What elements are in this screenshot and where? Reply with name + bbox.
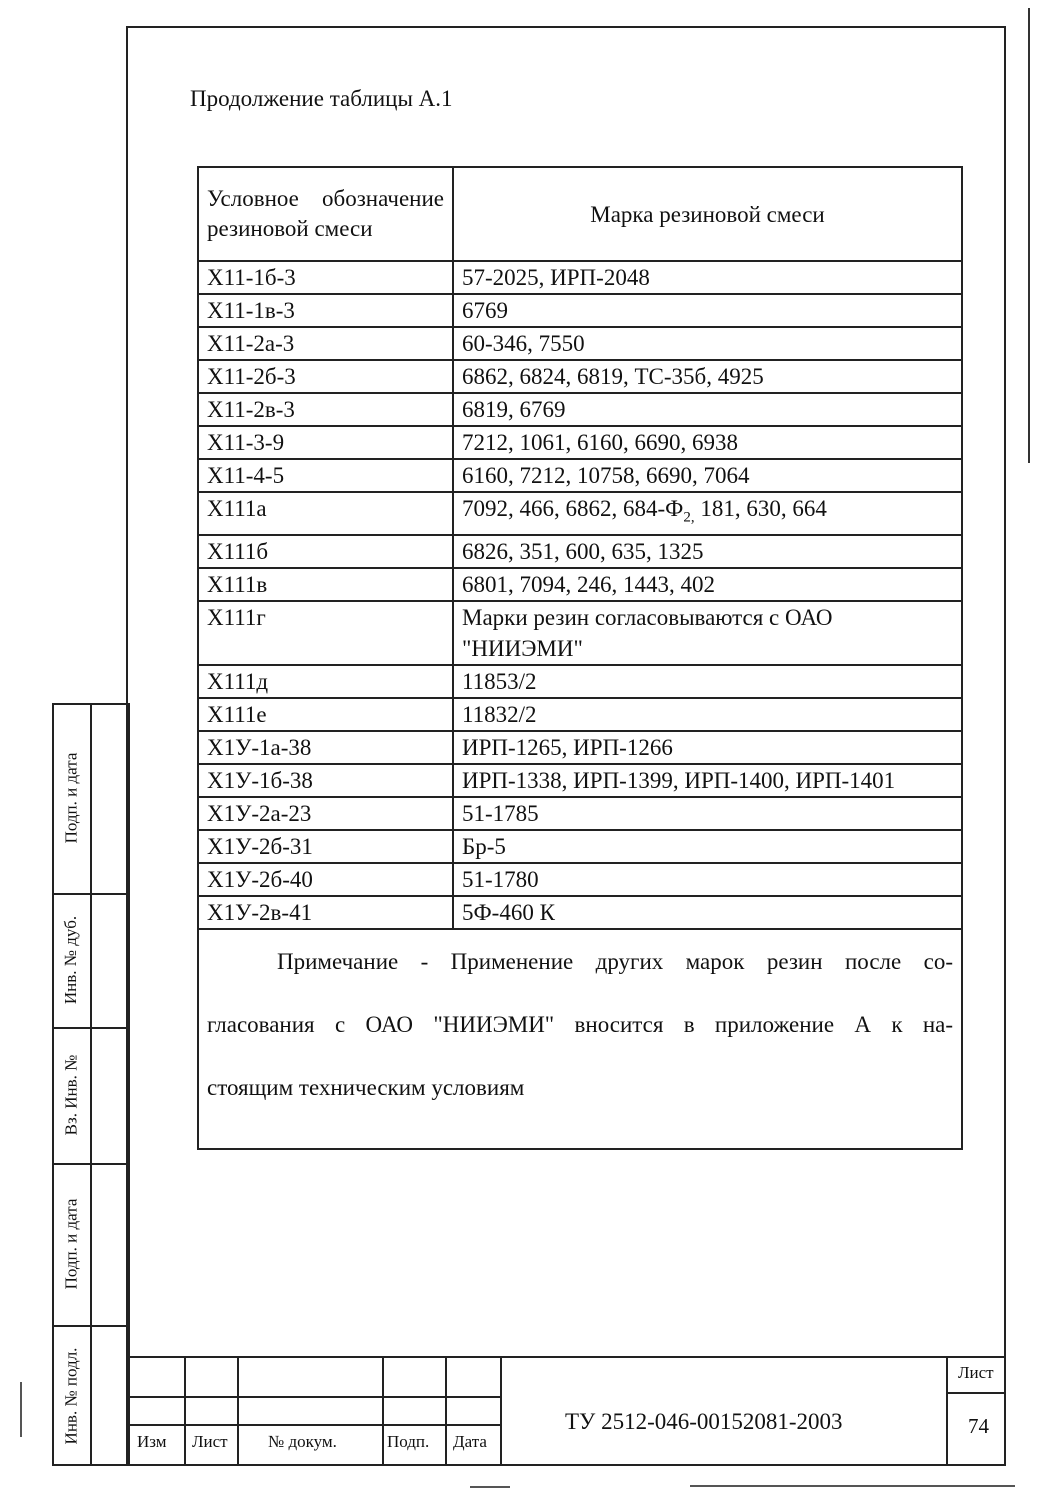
table-row [198,601,962,665]
mix-marks-cell: 51-1785 [453,797,962,830]
mix-code-cell: Х111е [198,698,453,731]
table-row [198,698,962,731]
sheet-number: 74 [968,1414,989,1438]
mix-code-cell: Х111а [198,492,453,535]
table-row [198,665,962,698]
table-row [198,830,962,863]
tb-izm: Изм [137,1432,167,1451]
marks-subscript: 2, [683,509,695,526]
note-cell [198,929,962,1149]
mix-marks-cell: 6826, 351, 600, 635, 1325 [453,535,962,568]
mix-marks-cell [453,492,962,535]
mix-marks-cell: 7212, 1061, 6160, 6690, 6938 [453,426,962,459]
mix-code-cell: Х111б [198,535,453,568]
table-row [198,327,962,360]
mix-marks-cell: 11853/2 [453,665,962,698]
strip-label-original-inv: Инв. № подл. [61,1347,80,1444]
mix-code-cell: Х1У-2б-40 [198,863,453,896]
note-line-2: гласования с ОАО "НИИЭМИ" вносится в приложение А к на- [207,1011,953,1037]
tb-podp: Подп. [387,1432,430,1451]
mix-code-cell: Х1У-2а-23 [198,797,453,830]
note-line-1: Примечание - Применение других марок резин после со- [277,948,953,974]
table-row [198,896,962,929]
table-row [198,393,962,426]
scan-bottom-line [690,1485,1015,1487]
table-caption: Продолжение таблицы А.1 [190,86,453,111]
mix-code-cell: Х111г [198,601,453,665]
mix-code-cell: Х11-2а-3 [198,327,453,360]
table-row [198,764,962,797]
mix-marks-cell: 6819, 6769 [453,393,962,426]
mix-code-cell: Х11-1б-3 [198,261,453,294]
mix-code-cell: Х1У-1а-38 [198,731,453,764]
scan-bottom-line-short [470,1486,510,1488]
mix-marks-cell: 6801, 7094, 246, 1443, 402 [453,568,962,601]
tb-list: Лист [192,1432,228,1451]
mix-marks-cell: ИРП-1338, ИРП-1399, ИРП-1400, ИРП-1401 [453,764,962,797]
tb-data: Дата [453,1432,487,1451]
mix-code-cell: Х11-3-9 [198,426,453,459]
marks-text: 7092, 466, 6862, 684-Ф [462,496,684,521]
mix-marks-cell: 11832/2 [453,698,962,731]
table-row [198,261,962,294]
mix-code-cell: Х11-1в-3 [198,294,453,327]
mix-marks-cell: 6160, 7212, 10758, 6690, 7064 [453,459,962,492]
table-row [198,294,962,327]
table-row [198,459,962,492]
mix-code-cell: Х11-4-5 [198,459,453,492]
scan-edge-line [1028,8,1030,463]
table-row [198,535,962,568]
table-row [198,797,962,830]
mix-code-cell: Х1У-2в-41 [198,896,453,929]
marks-text: 181, 630, 664 [694,496,827,521]
mix-marks-cell: ИРП-1265, ИРП-1266 [453,731,962,764]
mix-marks-cell: 51-1780 [453,863,962,896]
table-body [198,261,962,929]
scan-mark [20,1382,22,1437]
mix-code-cell: Х111д [198,665,453,698]
note-line-3: стоящим техническим условиям [207,1074,525,1100]
rubber-mix-table [197,166,963,1150]
sheet-label: Лист [958,1363,994,1382]
binding-strip-divider [90,703,92,1466]
strip-label-sign-date-2: Подп. и дата [61,1198,81,1290]
mix-marks-cell: Марки резин согласовываются с ОАО "НИИЭМИ" [453,601,962,665]
mix-marks-cell: 6769 [453,294,962,327]
mix-code-cell: Х11-2б-3 [198,360,453,393]
table-row [198,731,962,764]
header-marks: Марка резиновой смеси [453,167,962,261]
mix-code-cell: Х11-2в-3 [198,393,453,426]
mix-marks-cell: 57-2025, ИРП-2048 [453,261,962,294]
document-code: ТУ 2512-046-00152081-2003 [565,1409,843,1434]
header-code: Условное обозначение резиновой смеси [198,167,453,261]
mix-marks-cell: 5Ф-460 К [453,896,962,929]
strip-label-replace-inv: Вз. Инв. № [61,1054,80,1136]
mix-marks-cell: 60-346, 7550 [453,327,962,360]
mix-marks-cell: Бр-5 [453,830,962,863]
table-row [198,426,962,459]
note-row [198,929,962,1149]
mix-code-cell: Х1У-2б-31 [198,830,453,863]
strip-label-sign-date: Подп. и дата [61,752,81,844]
table-row [198,492,962,535]
table-header-row [198,167,962,261]
mix-code-cell: Х111в [198,568,453,601]
tb-doc-no: № докум. [268,1432,337,1451]
table-row [198,568,962,601]
mix-code-cell: Х1У-1б-38 [198,764,453,797]
table-row [198,863,962,896]
mix-marks-cell: 6862, 6824, 6819, ТС-35б, 4925 [453,360,962,393]
strip-label-dup-inv: Инв. № дуб. [61,915,81,1005]
table-row [198,360,962,393]
